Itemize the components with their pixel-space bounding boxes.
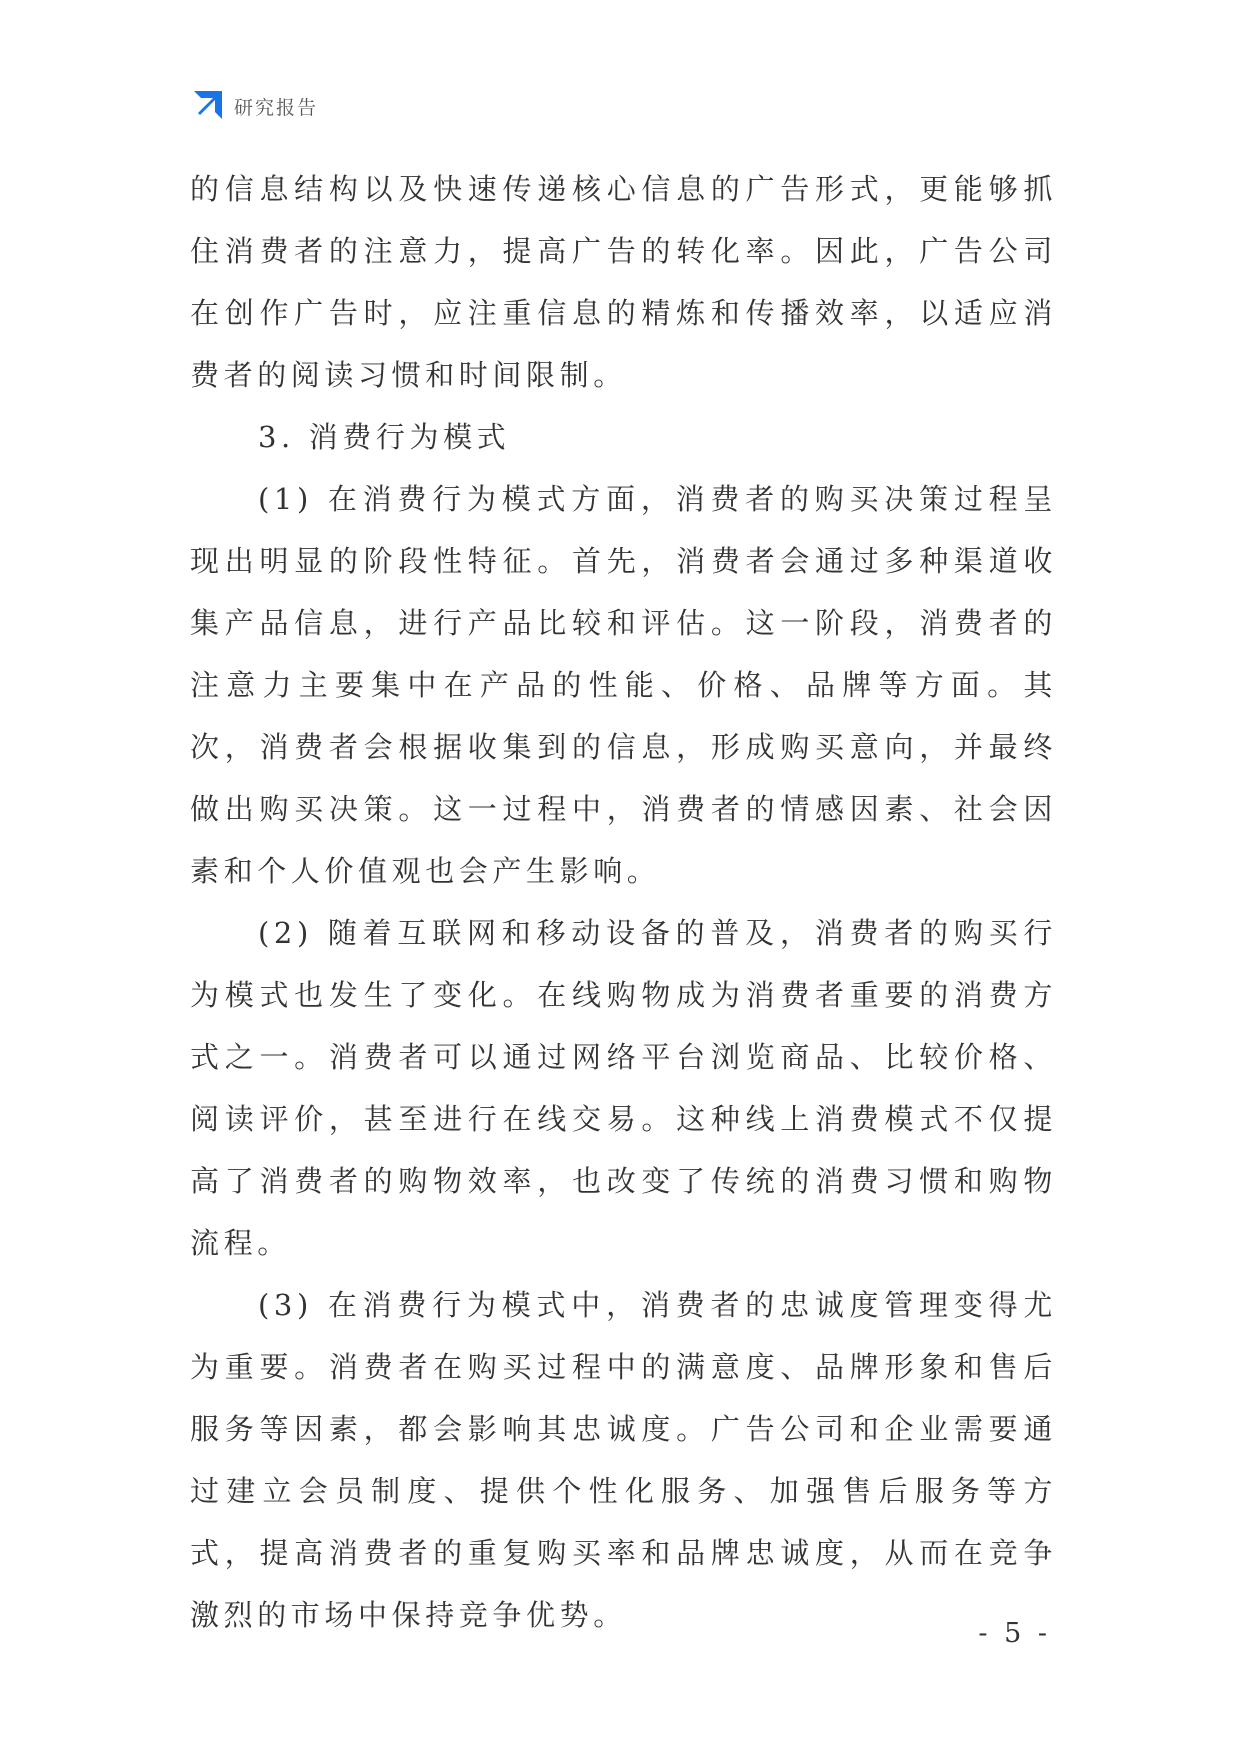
page-number: - 5 -	[978, 1618, 1051, 1649]
diagonal-arrow-icon	[190, 89, 224, 123]
paragraph-item-2: (2) 随着互联网和移动设备的普及，消费者的购买行为模式也发生了变化。在线购物成为消费者重要的消费方式之一。消费者可以通过网络平台浏览商品、比较价格、阅读评价，甚至进行在线交易。这种线上消费模式不仅提高了消费者的购物效率，也改变了传统的消费习惯和购物流程。	[190, 916, 1057, 1260]
header-title: 研究报告	[234, 96, 319, 119]
paragraph-continuation: 的信息结构以及快速传递核心信息的广告形式，更能够抓住消费者的注意力，提高广告的转化率。因此，广告公司在创作广告时，应注重信息的精炼和传播效率，以适应消费者的阅读习惯和时间限制。	[190, 172, 1057, 392]
section-heading: 3. 消费行为模式	[258, 420, 511, 454]
paragraph-item-1: (1) 在消费行为模式方面，消费者的购买决策过程呈现出明显的阶段性特征。首先，消费者会通过多种渠道收集产品信息，进行产品比较和评估。这一阶段，消费者的注意力主要集中在产品的性能、价格、品牌等方面。其次，消费者会根据收集到的信息，形成购买意向，并最终做出购买决策。这一过程中，消费者的情感因素、社会因素和个人价值观也会产生影响。	[190, 482, 1057, 888]
paragraph-item-3: (3) 在消费行为模式中，消费者的忠诚度管理变得尤为重要。消费者在购买过程中的满意度、品牌形象和售后服务等因素，都会影响其忠诚度。广告公司和企业需要通过建立会员制度、提供个性化服务、加强售后服务等方式，提高消费者的重复购买率和品牌忠诚度，从而在竞争激烈的市场中保持竞争优势。	[190, 1288, 1057, 1632]
page-header	[190, 88, 318, 124]
body-text	[190, 158, 1057, 1646]
